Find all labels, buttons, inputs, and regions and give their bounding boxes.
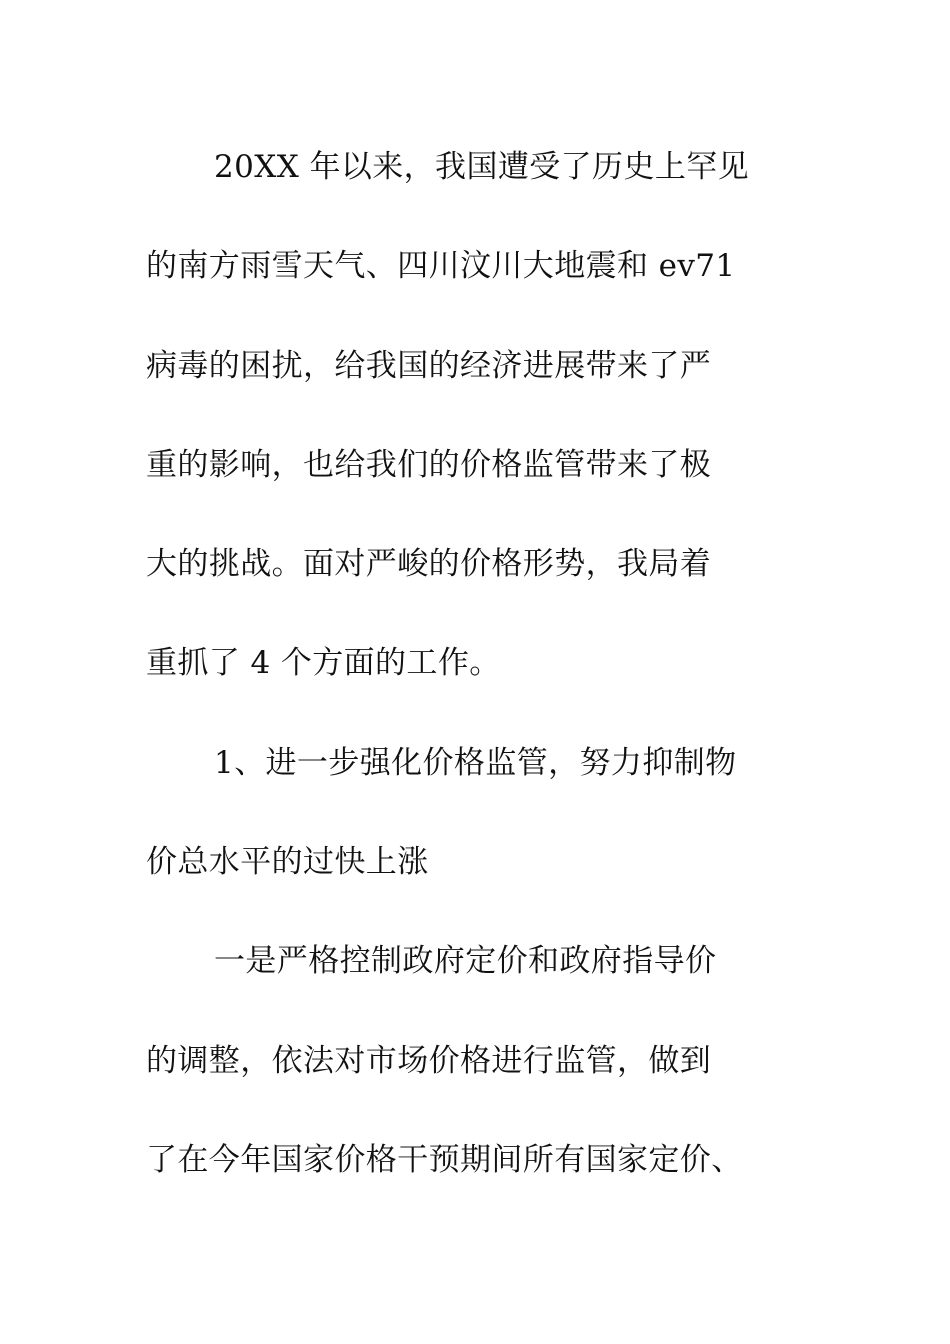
paragraph-2-line-1: 一是严格控制政府定价和政府指导价	[214, 943, 717, 980]
paragraph-2-line-2: 的调整，依法对市场价格进行监管，做到	[146, 1042, 712, 1079]
paragraph-1-line-4: 重的影响，也给我们的价格监管带来了极	[146, 446, 712, 483]
paragraph-2-line-3: 了在今年国家价格干预期间所有国家定价、	[146, 1141, 743, 1178]
paragraph-1-line-6: 重抓了 4 个方面的工作。	[146, 645, 501, 682]
section-heading-line-2: 价总水平的过快上涨	[146, 844, 429, 881]
paragraph-1-line-2: 的南方雨雪天气、四川汶川大地震和 ev71	[146, 248, 736, 285]
paragraph-1-line-5: 大的挑战。面对严峻的价格形势，我局着	[146, 546, 712, 583]
document-body	[146, 118, 806, 1210]
section-heading-line-1: 1、进一步强化价格监管，努力抑制物	[214, 744, 737, 781]
paragraph-1-line-3: 病毒的困扰，给我国的经济进展带来了严	[146, 347, 712, 384]
paragraph-1-line-1: 20XX 年以来，我国遭受了历史上罕见	[214, 149, 750, 185]
